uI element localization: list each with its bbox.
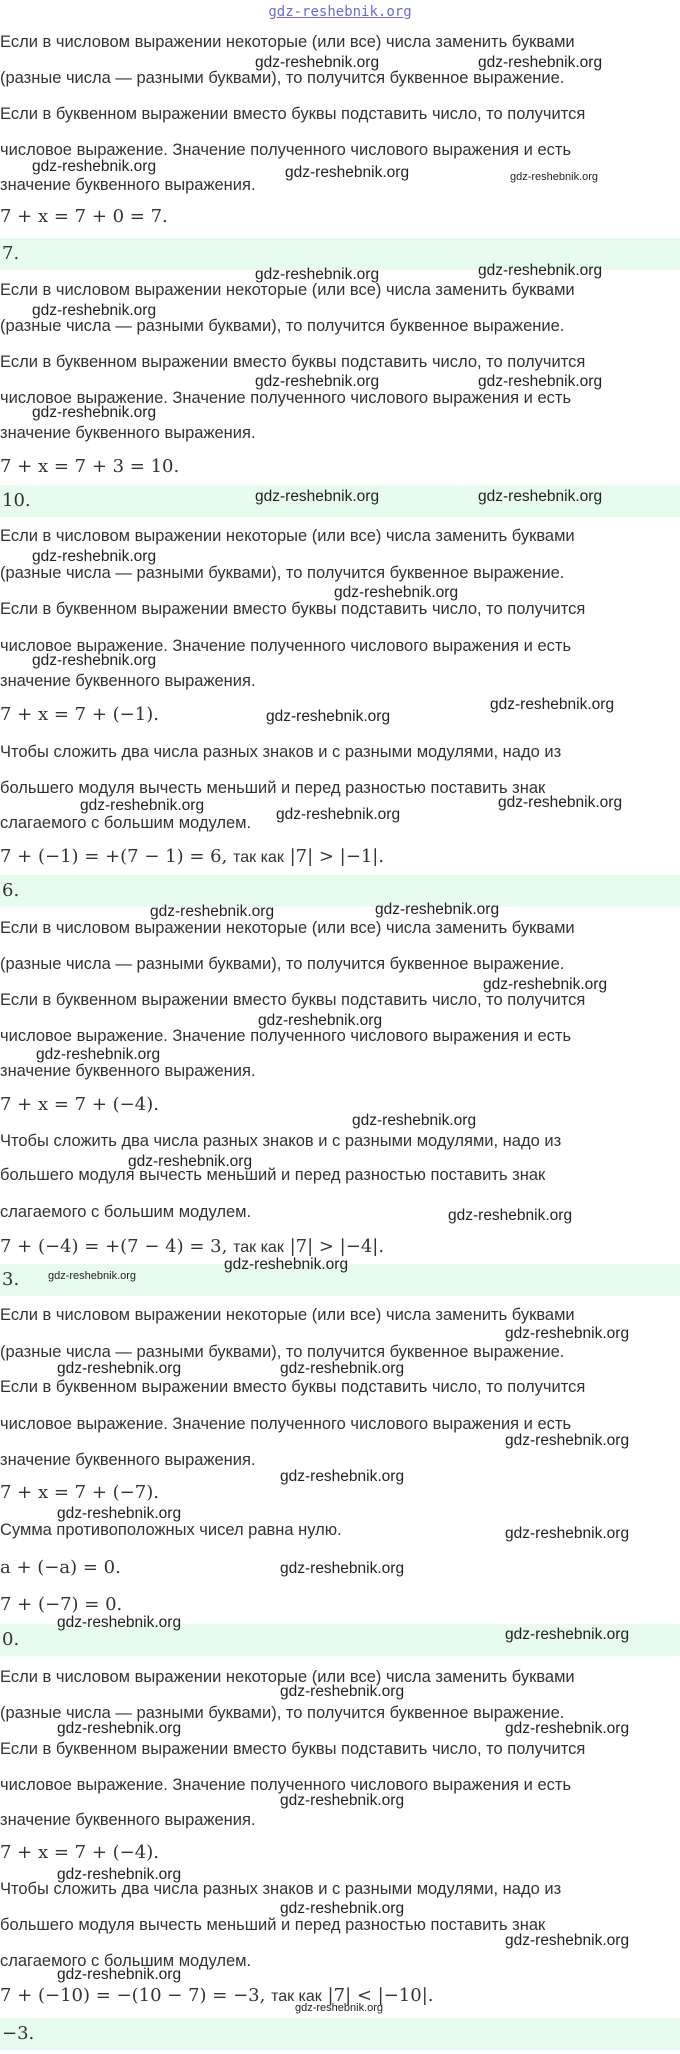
watermark-text: gdz-reshebnik.org xyxy=(505,1932,630,1949)
site-header-link[interactable]: gdz-reshebnik.org xyxy=(268,4,412,20)
modulus-comparison: |7| > |−1|. xyxy=(289,846,385,867)
watermark-text: gdz-reshebnik.org xyxy=(255,373,380,390)
rule-text: числовое выражение. Значение полученного числового выражения и есть xyxy=(0,1027,572,1045)
watermark-text: gdz-reshebnik.org xyxy=(334,584,459,601)
watermark-text: gdz-reshebnik.org xyxy=(255,488,380,505)
watermark-text: gdz-reshebnik.org xyxy=(280,1560,405,1577)
rule-text: (разные числа — разными буквами), то получится буквенное выражение. xyxy=(0,955,565,973)
math-expression: 7 + x = 7 + 3 = 10. xyxy=(0,456,180,477)
rule-text: значение буквенного выражения. xyxy=(0,672,256,690)
rule-text: большего модуля вычесть меньший и перед разностью поставить знак xyxy=(0,1166,546,1184)
watermark-text: gdz-reshebnik.org xyxy=(352,1112,477,1129)
rule-text: Чтобы сложить два числа разных знаков и с разными модулями, надо из xyxy=(0,1132,562,1150)
watermark-text: gdz-reshebnik.org xyxy=(490,696,615,713)
math-identity: a + (−a) = 0. xyxy=(0,1557,121,1578)
rule-text: слагаемого с большим модулем. xyxy=(0,1203,252,1221)
watermark-text: gdz-reshebnik.org xyxy=(32,548,157,565)
rule-text: Если в буквенном выражении вместо буквы подставить число, то получится xyxy=(0,1740,586,1758)
watermark-text: gdz-reshebnik.org xyxy=(57,1966,182,1983)
rule-text: значение буквенного выражения. xyxy=(0,1811,256,1829)
watermark-text: gdz-reshebnik.org xyxy=(255,54,380,71)
answer-box xyxy=(0,2018,680,2050)
watermark-text: gdz-reshebnik.org xyxy=(48,1270,137,1282)
watermark-text: gdz-reshebnik.org xyxy=(285,164,410,181)
watermark-text: gdz-reshebnik.org xyxy=(505,1626,630,1643)
watermark-text: gdz-reshebnik.org xyxy=(448,1207,573,1224)
rule-text: числовое выражение. Значение полученного числового выражения и есть xyxy=(0,637,572,655)
rule-text: (разные числа — разными буквами), то получится буквенное выражение. xyxy=(0,1704,565,1722)
watermark-text: gdz-reshebnik.org xyxy=(505,1720,630,1737)
watermark-text: gdz-reshebnik.org xyxy=(498,794,623,811)
since-word: так как xyxy=(271,1988,322,2005)
rule-text: значение буквенного выражения. xyxy=(0,424,256,442)
rule-text: слагаемого с большим модулем. xyxy=(0,1952,252,1970)
watermark-text: gdz-reshebnik.org xyxy=(295,2002,384,2014)
rule-text: (разные числа — разными буквами), то получится буквенное выражение. xyxy=(0,69,565,87)
rule-text: Если в числовом выражении некоторые (или все) числа заменить буквами xyxy=(0,919,575,937)
rule-text: Если в числовом выражении некоторые (или все) числа заменить буквами xyxy=(0,527,575,545)
calc-expression: 7 + (−10) = −(10 − 7) = −3, xyxy=(0,1985,266,2006)
rule-text: Если в числовом выражении некоторые (или все) числа заменить буквами xyxy=(0,281,575,299)
rule-text: Если в числовом выражении некоторые (или все) числа заменить буквами xyxy=(0,1306,575,1324)
watermark-text: gdz-reshebnik.org xyxy=(57,1614,182,1631)
rule-text: (разные числа — разными буквами), то получится буквенное выражение. xyxy=(0,317,565,335)
watermark-text: gdz-reshebnik.org xyxy=(255,266,380,283)
watermark-text: gdz-reshebnik.org xyxy=(266,708,391,725)
watermark-text: gdz-reshebnik.org xyxy=(258,1012,383,1029)
watermark-text: gdz-reshebnik.org xyxy=(32,302,157,319)
watermark-text: gdz-reshebnik.org xyxy=(57,1866,182,1883)
rule-text: большего модуля вычесть меньший и перед разностью поставить знак xyxy=(0,1916,546,1934)
math-expression: 7 + x = 7 + (−7). xyxy=(0,1482,159,1503)
rule-text: Если в числовом выражении некоторые (или все) числа заменить буквами xyxy=(0,1668,575,1686)
since-word: так как xyxy=(233,849,284,866)
watermark-text: gdz-reshebnik.org xyxy=(80,797,205,814)
rule-text: Чтобы сложить два числа разных знаков и с разными модулями, надо из xyxy=(0,1880,562,1898)
watermark-text: gdz-reshebnik.org xyxy=(483,976,608,993)
answer-value: 3. xyxy=(2,1269,20,1290)
answer-value: 7. xyxy=(2,243,20,264)
rule-text: Если в буквенном выражении вместо буквы подставить число, то получится xyxy=(0,353,586,371)
since-word: так как xyxy=(233,1239,284,1256)
rule-text: Если в числовом выражении некоторые (или все) числа заменить буквами xyxy=(0,33,575,51)
watermark-text: gdz-reshebnik.org xyxy=(505,1432,630,1449)
calc-expression: 7 + (−4) = +(7 − 4) = 3, xyxy=(0,1236,228,1257)
rule-text: числовое выражение. Значение полученного числового выражения и есть xyxy=(0,141,572,159)
calc-expression: 7 + (−1) = +(7 − 1) = 6, xyxy=(0,846,228,867)
watermark-text: gdz-reshebnik.org xyxy=(375,901,500,918)
watermark-text: gdz-reshebnik.org xyxy=(478,54,603,71)
rule-text: Если в буквенном выражении вместо буквы подставить число, то получится xyxy=(0,600,586,618)
rule-text: слагаемого с большим модулем. xyxy=(0,814,252,832)
watermark-text: gdz-reshebnik.org xyxy=(280,1683,405,1700)
answer-value: 0. xyxy=(2,1629,20,1650)
rule-text: большего модуля вычесть меньший и перед разностью поставить знак xyxy=(0,779,546,797)
math-calculation: 7 + (−7) = 0. xyxy=(0,1594,123,1615)
watermark-text: gdz-reshebnik.org xyxy=(505,1325,630,1342)
watermark-text: gdz-reshebnik.org xyxy=(478,373,603,390)
watermark-text: gdz-reshebnik.org xyxy=(36,1046,161,1063)
watermark-text: gdz-reshebnik.org xyxy=(280,1360,405,1377)
rule-text: (разные числа — разными буквами), то получится буквенное выражение. xyxy=(0,1343,565,1361)
watermark-text: gdz-reshebnik.org xyxy=(32,404,157,421)
watermark-text: gdz-reshebnik.org xyxy=(478,488,603,505)
watermark-text: gdz-reshebnik.org xyxy=(128,1153,253,1170)
rule-text: Если в буквенном выражении вместо буквы подставить число, то получится xyxy=(0,1378,586,1396)
watermark-text: gdz-reshebnik.org xyxy=(280,1792,405,1809)
watermark-text: gdz-reshebnik.org xyxy=(505,1525,630,1542)
watermark-text: gdz-reshebnik.org xyxy=(280,1468,405,1485)
answer-value: −3. xyxy=(2,2023,35,2044)
math-expression: 7 + x = 7 + (−1). xyxy=(0,704,159,725)
rule-text: значение буквенного выражения. xyxy=(0,1062,256,1080)
watermark-text: gdz-reshebnik.org xyxy=(57,1720,182,1737)
modulus-comparison: |7| < |−10|. xyxy=(327,1985,434,2006)
rule-text: числовое выражение. Значение полученного числового выражения и есть xyxy=(0,389,572,407)
rule-text: Если в буквенном выражении вместо буквы подставить число, то получится xyxy=(0,991,586,1009)
answer-value: 6. xyxy=(2,880,20,901)
watermark-text: gdz-reshebnik.org xyxy=(150,903,275,920)
watermark-text: gdz-reshebnik.org xyxy=(510,171,599,183)
watermark-text: gdz-reshebnik.org xyxy=(32,158,157,175)
watermark-text: gdz-reshebnik.org xyxy=(276,806,401,823)
rule-text: числовое выражение. Значение полученного числового выражения и есть xyxy=(0,1415,572,1433)
watermark-text: gdz-reshebnik.org xyxy=(478,262,603,279)
math-expression: 7 + x = 7 + (−4). xyxy=(0,1842,159,1863)
rule-text: Чтобы сложить два числа разных знаков и с разными модулями, надо из xyxy=(0,743,562,761)
watermark-text: gdz-reshebnik.org xyxy=(32,652,157,669)
rule-text: значение буквенного выражения. xyxy=(0,1451,256,1469)
answer-value: 10. xyxy=(2,490,31,511)
rule-text: Сумма противоположных чисел равна нулю. xyxy=(0,1521,342,1539)
rule-text: Если в буквенном выражении вместо буквы подставить число, то получится xyxy=(0,105,586,123)
watermark-text: gdz-reshebnik.org xyxy=(57,1505,182,1522)
rule-text: значение буквенного выражения. xyxy=(0,176,256,194)
rule-text: (разные числа — разными буквами), то получится буквенное выражение. xyxy=(0,564,565,582)
modulus-comparison: |7| > |−4|. xyxy=(289,1236,385,1257)
math-expression: 7 + x = 7 + 0 = 7. xyxy=(0,206,168,227)
watermark-text: gdz-reshebnik.org xyxy=(57,1360,182,1377)
math-calculation xyxy=(0,845,384,870)
math-expression: 7 + x = 7 + (−4). xyxy=(0,1094,159,1115)
answer-box xyxy=(0,875,680,907)
rule-text: числовое выражение. Значение полученного числового выражения и есть xyxy=(0,1776,572,1794)
watermark-text: gdz-reshebnik.org xyxy=(224,1256,349,1273)
watermark-text: gdz-reshebnik.org xyxy=(280,1900,405,1917)
